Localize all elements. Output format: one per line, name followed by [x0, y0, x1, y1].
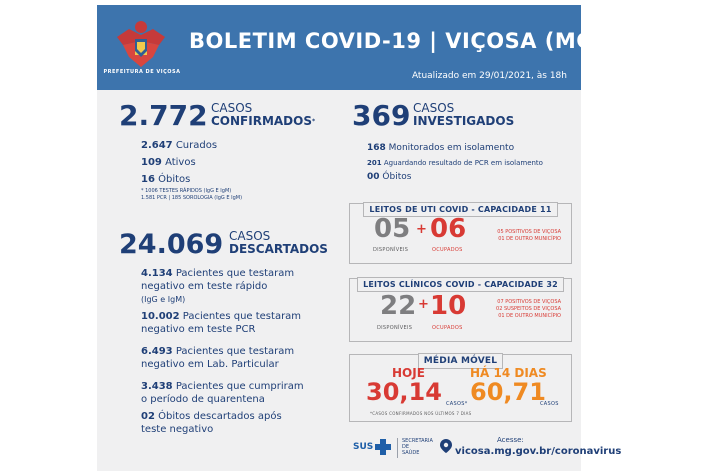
bulletin-card [97, 5, 622, 471]
tests-note-1: * 1006 TESTES RÁPIDOS (IgG E IgM) [141, 188, 232, 194]
health-secretariat-label: SECRETARIA DE SAÚDE [402, 438, 433, 456]
today-label: HOJE [392, 366, 425, 380]
clinical-available-number: 22 [380, 291, 417, 321]
coronavirus-site-link[interactable]: vicosa.mg.gov.br/coronavirus [455, 446, 622, 457]
recovered-line: 2.647 Curados [141, 140, 218, 151]
moving-average-title: MÉDIA MÓVEL [350, 348, 571, 367]
clinical-available-label: DISPONÍVEIS [377, 325, 413, 331]
clinical-beds-panel [349, 278, 572, 342]
confirmed-label-line1: CASOS [211, 101, 253, 115]
investigated-label-line1: CASOS [413, 101, 455, 115]
icu-available-label: DISPONÍVEIS [373, 247, 409, 253]
confirmed-label [211, 102, 315, 128]
today-average-value: 30,14 [366, 378, 442, 406]
investigated-number: 369 [352, 99, 411, 132]
icu-occupied-number: 06 [430, 214, 467, 244]
discarded-label-line2: DESCARTADOS [229, 242, 328, 256]
fourteen-days-ago-unit: CASOS [540, 401, 559, 407]
investigated-label-line2: INVESTIGADOS [413, 114, 515, 128]
today-average-unit: CASOS* [446, 401, 468, 407]
health-cross-icon [375, 439, 391, 455]
discarded-label-line1: CASOS [229, 229, 271, 243]
icu-plus-sign: + [416, 222, 427, 237]
clinical-occupied-breakdown: 07 POSITIVOS DE VIÇOSA 02 SUSPEITOS DE VIÇOSA 01 DE OUTRO MUNICÍPIO [496, 299, 561, 319]
discarded-number: 24.069 [119, 229, 224, 260]
monitored-line: 168 Monitorados em isolamento [367, 143, 515, 153]
clinical-occupied-label: OCUPADOS [432, 325, 463, 331]
active-line: 109 Ativos [141, 157, 196, 168]
investigated-label [413, 102, 514, 128]
tests-note-2: 1.581 PCR | 185 SOROLOGIA (IgG E IgM) [141, 195, 243, 201]
footer-divider [397, 438, 398, 458]
awaiting-pcr-line: 201 Aguardando resultado de PCR em isolamento [367, 159, 543, 167]
clinical-plus-sign: + [418, 297, 429, 312]
page-title: BOLETIM COVID-19 | VIÇOSA (MG) [189, 29, 605, 53]
clinical-occupied-number: 10 [430, 291, 467, 321]
icu-occupied-breakdown: 05 POSITIVOS DE VIÇOSA 01 DE OUTRO MUNICÍPIO [497, 229, 561, 242]
clinical-beds-title: LEITOS CLÍNICOS COVID - CAPACIDADE 32 [350, 272, 571, 291]
icu-beds-title: LEITOS DE UTI COVID - CAPACIDADE 11 [350, 197, 571, 216]
confirmed-footnote-mark: * [312, 118, 316, 125]
deaths-line: 16 Óbitos [141, 174, 191, 185]
discarded-item: 3.438 Pacientes que cumpriram o período de quarentena [141, 381, 304, 405]
discarded-item: 4.134 Pacientes que testaram negativo em teste rápido (IgG e IgM) [141, 268, 295, 304]
location-pin-icon [440, 439, 452, 453]
confirmed-number: 2.772 [119, 99, 208, 132]
discarded-item: 6.493 Pacientes que testaram negativo em Lab. Particular [141, 346, 295, 370]
discarded-item: 02 Óbitos descartados após teste negativo [141, 411, 282, 435]
icu-available-number: 05 [374, 214, 411, 244]
prefeitura-label: PREFEITURA DE VIÇOSA [103, 69, 181, 75]
fourteen-days-ago-label: HÁ 14 DIAS [470, 366, 547, 380]
investigated-deaths-line: 00 Óbitos [367, 172, 412, 182]
discarded-item: 10.002 Pacientes que testaram negativo em teste PCR [141, 311, 302, 335]
icu-occupied-label: OCUPADOS [432, 247, 463, 253]
city-crest-icon [113, 15, 169, 73]
header-banner [97, 5, 605, 90]
updated-timestamp: Atualizado em 29/01/2021, às 18h [411, 71, 567, 81]
discarded-label [229, 230, 328, 256]
access-label: Acesse: [497, 436, 524, 444]
sus-logo-text: SUS [353, 442, 374, 452]
icu-beds-panel [349, 203, 572, 264]
moving-average-panel [349, 354, 572, 422]
today-average-footnote: *CASOS CONFIRMADOS NOS ÚLTIMOS 7 DIAS [370, 411, 472, 416]
confirmed-label-line2: CONFIRMADOS [211, 114, 312, 128]
fourteen-days-ago-value: 60,71 [470, 378, 546, 406]
